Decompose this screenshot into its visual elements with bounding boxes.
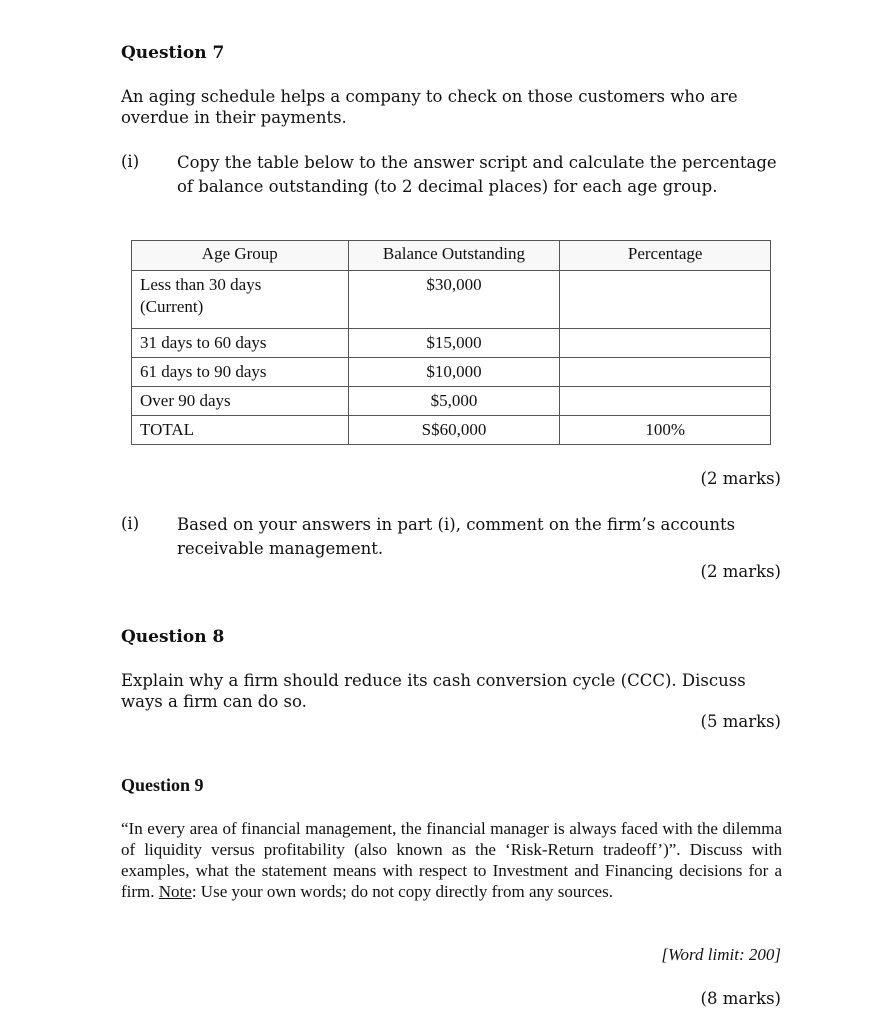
part-1-label: (i) [121,152,140,171]
question-9-title: Question 9 [121,775,204,795]
question-8-text: Explain why a firm should reduce its cash conversion cycle (CCC). Discuss ways a firm can do so. [121,671,746,711]
percentage-cell [560,271,771,329]
percentage-cell [560,358,771,387]
balance-cell: $30,000 [348,271,560,329]
question-9-text-note: : Use your own words; do not copy directly from any sources. [191,882,613,901]
header-percentage: Percentage [560,241,771,271]
table-row [132,329,771,358]
balance-cell: S$60,000 [348,416,560,445]
header-age-group: Age Group [132,241,349,271]
word-limit: [Word limit: 200] [661,945,781,964]
header-balance-outstanding: Balance Outstanding [348,241,560,271]
question-8-title: Question 8 [121,627,225,647]
question-9-text-main: “In every area of financial management, the financial manager is always faced with the dilemma of liquidity versus profitability (also known as the ‘Risk-Return tradeoff’)”. Discuss with examples, what the statement means with respect to Investment and Financing decisions for a firm. [121,819,782,901]
question-8-marks: (5 marks) [700,712,781,731]
aging-schedule-table [131,240,771,445]
age-group-sublabel: (Current) [140,297,204,316]
balance-cell: $15,000 [348,329,560,358]
note-label: Note [158,882,192,901]
question-9-text [121,818,782,902]
balance-cell: $10,000 [348,358,560,387]
age-group-label: Less than 30 days [140,275,262,294]
part-2-text: Based on your answers in part (i), comment on the firm’s accounts receivable management. [177,515,736,558]
part-1-text: Copy the table below to the answer script and calculate the percentage of balance outstanding (to 2 decimal places) for each age group. [177,153,777,196]
part-2-marks: (2 marks) [700,562,781,581]
table-row [132,387,771,416]
part-2-label: (i) [121,514,140,533]
table-row [132,358,771,387]
question-7-intro: An aging schedule helps a company to check on those customers who are overdue in their payments. [121,87,738,127]
age-group-cell [132,271,349,329]
table-total-row [132,416,771,445]
percentage-cell [560,387,771,416]
part-1-marks: (2 marks) [700,469,781,488]
age-group-cell: 31 days to 60 days [132,329,349,358]
age-group-cell: TOTAL [132,416,349,445]
percentage-cell [560,329,771,358]
table-header-row [132,241,771,271]
balance-cell: $5,000 [348,387,560,416]
age-group-cell: Over 90 days [132,387,349,416]
percentage-cell: 100% [560,416,771,445]
question-9-marks: (8 marks) [700,989,781,1008]
table-row [132,271,771,329]
question-7-title: Question 7 [121,43,225,63]
age-group-cell: 61 days to 90 days [132,358,349,387]
